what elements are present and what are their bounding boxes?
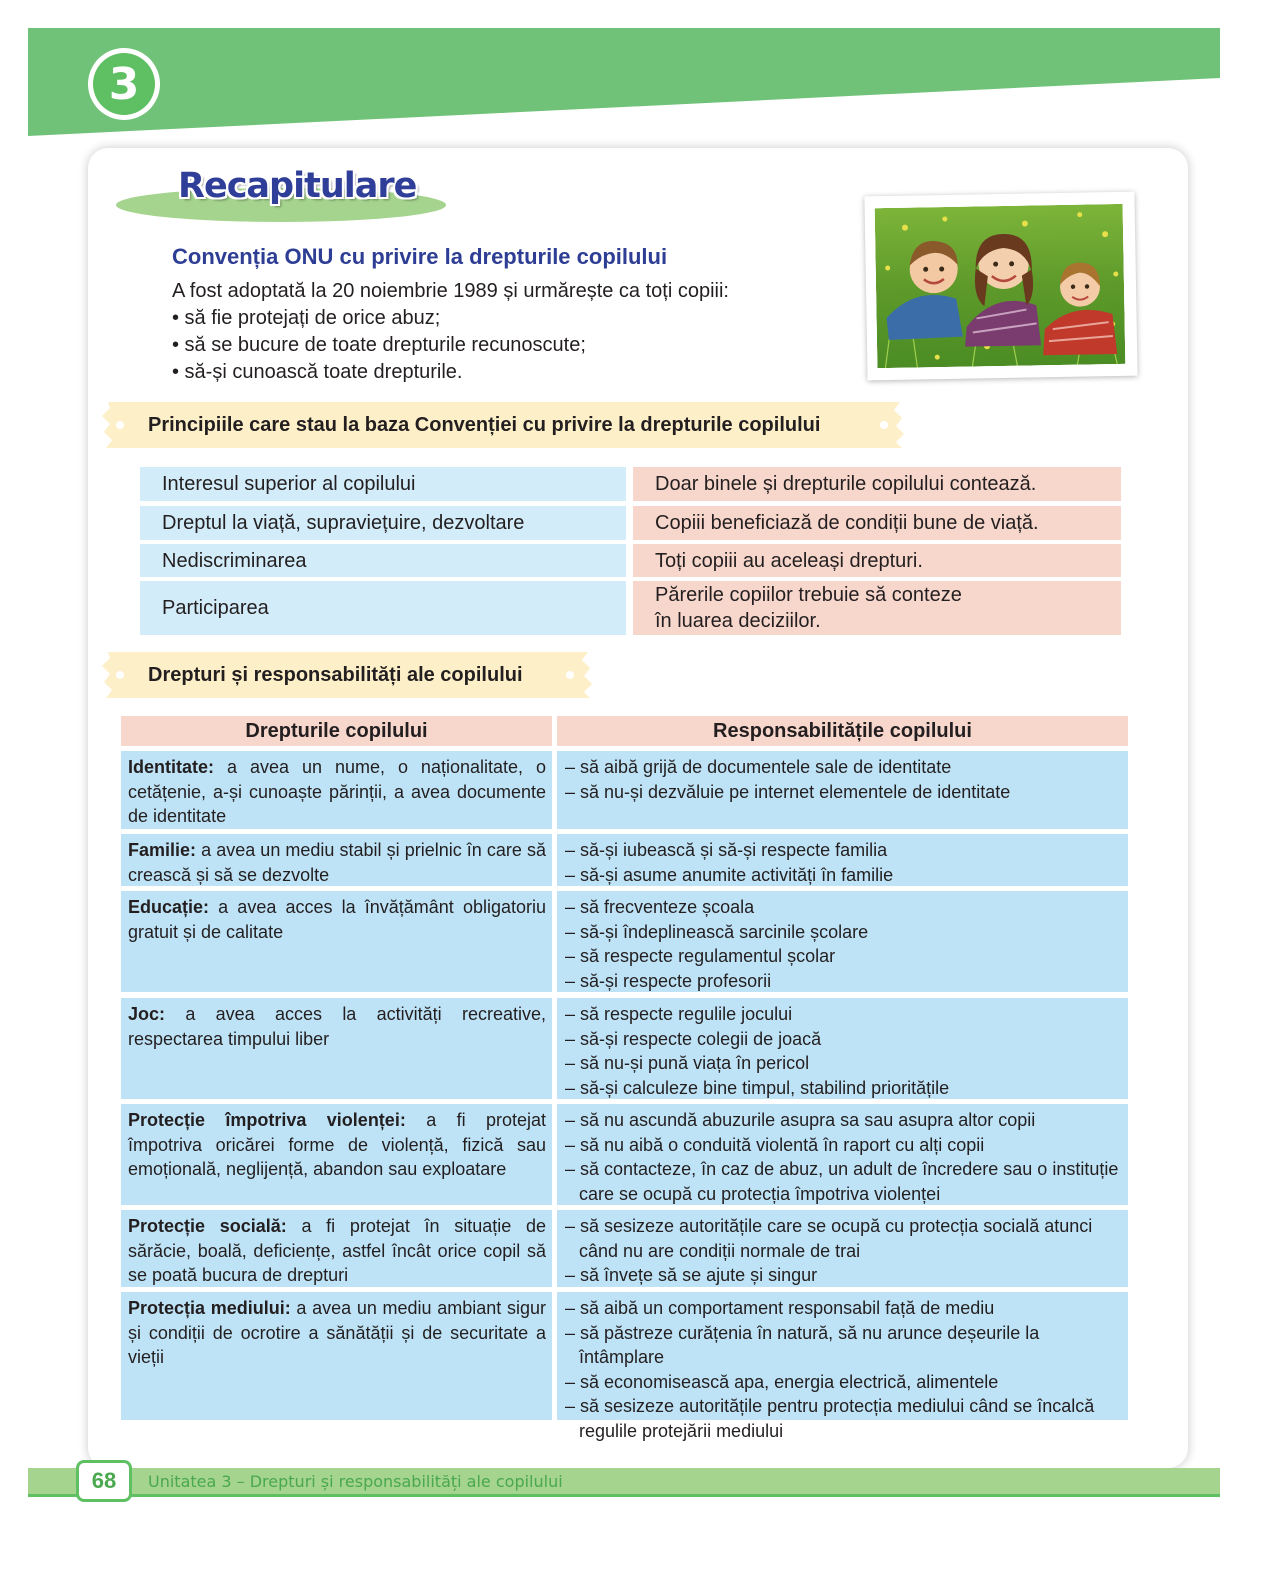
principle-cell: Dreptul la viață, supraviețuire, dezvoltare xyxy=(140,506,626,540)
responsibility-cell xyxy=(557,998,1128,1099)
responsibility-item: – să-și respecte colegii de joacă xyxy=(565,1028,822,1049)
children-photo-frame xyxy=(864,192,1137,381)
unit-number-badge xyxy=(88,48,160,120)
convention-text xyxy=(172,278,729,386)
right-label: Protecția mediului: xyxy=(128,1298,291,1318)
rights-column-header: Drepturile copilului xyxy=(121,716,552,746)
children-photo xyxy=(875,204,1126,368)
responsibility-item: – să nu ascundă abuzurile asupra sa sau asupra altor copii xyxy=(565,1110,1036,1130)
right-description: a avea un nume, o naționalitate, o cetățenie, a-și cunoaște părinții, a avea documente de identitate xyxy=(128,757,546,826)
convention-bullet: • să-și cunoască toate drepturile. xyxy=(172,361,463,383)
right-cell xyxy=(121,1104,552,1205)
responsibility-cell xyxy=(557,834,1128,886)
responsibility-item: – să-și îndeplinească sarcinile școlare xyxy=(565,921,869,942)
principle-cell: Interesul superior al copilului xyxy=(140,467,626,501)
responsibility-item: – să nu-și pună viața în pericol xyxy=(565,1053,810,1073)
right-cell xyxy=(121,751,552,829)
recap-title: Recapitulare xyxy=(178,166,417,206)
responsibility-cell xyxy=(557,751,1128,829)
responsibilities-column-header: Responsabilitățile copilului xyxy=(557,716,1128,746)
top-band xyxy=(28,28,1246,140)
principle-cell: Nediscriminarea xyxy=(140,544,626,577)
responsibility-item: – să-și respecte profesorii xyxy=(565,970,772,991)
principle-meaning-cell: Doar binele și drepturile copilului contează. xyxy=(633,467,1121,501)
right-description: a avea acces la învățământ obligatoriu gratuit și de calitate xyxy=(128,897,546,942)
responsibility-item: – să aibă un comportament responsabil față de mediu xyxy=(565,1298,995,1318)
responsibility-item: – să păstreze curățenia în natură, să nu arunce deșeurile la întâmplare xyxy=(565,1322,1040,1367)
right-cell xyxy=(121,891,552,992)
right-description: a avea un mediu ambiant sigur și condiții de ocrotire a sănătății și de securitate a vieții xyxy=(128,1298,546,1367)
footer-text: Unitatea 3 – Drepturi și responsabilități ale copilului xyxy=(148,1472,563,1491)
responsibility-cell xyxy=(557,1292,1128,1441)
responsibility-item: – să nu-și dezvăluie pe internet elementele de identitate xyxy=(565,781,1011,802)
responsibility-item: – să sesizeze autoritățile pentru protecția mediului când se încalcă regulile protejării mediului xyxy=(565,1396,1095,1441)
responsibility-item: – să învețe să se ajute și singur xyxy=(565,1265,818,1285)
right-label: Protecție socială: xyxy=(128,1216,287,1236)
convention-bullet: • să fie protejați de orice abuz; xyxy=(172,307,441,329)
responsibility-item: – să-și asume anumite activități în familie xyxy=(565,864,894,885)
right-description: a fi protejat în situație de sărăcie, boală, deficiențe, astfel încât orice copil să se poată bucura de drepturi xyxy=(128,1216,546,1285)
right-description: a avea acces la activități recreative, respectarea timpului liber xyxy=(128,1004,546,1049)
recap-heading xyxy=(116,162,446,226)
responsibility-item: – să contacteze, în caz de abuz, un adult de încredere sau o instituție care se ocupă cu protecția împotriva violenței xyxy=(565,1159,1119,1204)
principles-banner-text: Principiile care stau la baza Convenției cu privire la drepturile copilului xyxy=(148,414,821,436)
responsibility-item: – să-și iubească și să-și respecte familia xyxy=(565,840,888,860)
principle-meaning-line: în luarea deciziilor. xyxy=(655,610,821,632)
principle-meaning-cell: Copiii beneficiază de condiții bune de viață. xyxy=(633,506,1121,540)
responsibility-cell xyxy=(557,1210,1128,1287)
right-cell xyxy=(121,1292,552,1420)
responsibility-item: – să frecventeze școala xyxy=(565,897,755,917)
responsibility-item: – să nu aibă o conduită violentă în raport cu alți copii xyxy=(565,1134,985,1155)
unit-number: 3 xyxy=(93,53,155,115)
right-cell xyxy=(121,998,552,1099)
principle-meaning-cell xyxy=(633,581,1121,635)
footer-line xyxy=(28,1494,1220,1497)
responsibility-item: – să-și calculeze bine timpul, stabilind prioritățile xyxy=(565,1077,950,1098)
principles-banner xyxy=(100,402,908,448)
convention-bullet: • să se bucure de toate drepturile recunoscute; xyxy=(172,334,586,356)
responsibility-item: – să aibă grijă de documentele sale de identitate xyxy=(565,757,952,777)
rights-banner-text: Drepturi și responsabilități ale copilului xyxy=(148,664,523,686)
right-description: a avea un mediu stabil și prielnic în care să crească și să se dezvolte xyxy=(128,840,546,885)
right-label: Joc: xyxy=(128,1004,166,1024)
convention-title: Convenția ONU cu privire la drepturile copilului xyxy=(172,244,668,269)
right-label: Familie: xyxy=(128,840,197,860)
convention-line: A fost adoptată la 20 noiembrie 1989 și urmărește ca toți copiii: xyxy=(172,280,729,302)
principle-meaning-line: Părerile copiilor trebuie să conteze xyxy=(655,584,962,606)
responsibility-item: – să sesizeze autoritățile care se ocupă cu protecția socială atunci când nu are condiții normale de trai xyxy=(565,1216,1093,1261)
right-cell xyxy=(121,1210,552,1287)
rights-banner xyxy=(100,652,594,698)
responsibility-item: – să respecte regulamentul școlar xyxy=(565,946,836,966)
responsibility-cell xyxy=(557,891,1128,992)
principle-cell: Participarea xyxy=(140,581,626,635)
right-label: Protecție împotriva violenței: xyxy=(128,1110,406,1130)
right-description: a fi protejat împotriva oricărei forme de violență, fizică sau emoțională, neglijență, abandon sau exploatare xyxy=(128,1110,546,1179)
right-cell xyxy=(121,834,552,886)
right-label: Identitate: xyxy=(128,757,215,777)
principle-meaning-cell: Toți copiii au aceleași drepturi. xyxy=(633,544,1121,577)
responsibility-item: – să respecte regulile jocului xyxy=(565,1004,793,1024)
right-label: Educație: xyxy=(128,897,210,917)
page-number: 68 xyxy=(76,1460,132,1502)
responsibility-item: – să economisească apa, energia electrică, alimentele xyxy=(565,1371,999,1392)
responsibility-cell xyxy=(557,1104,1128,1205)
